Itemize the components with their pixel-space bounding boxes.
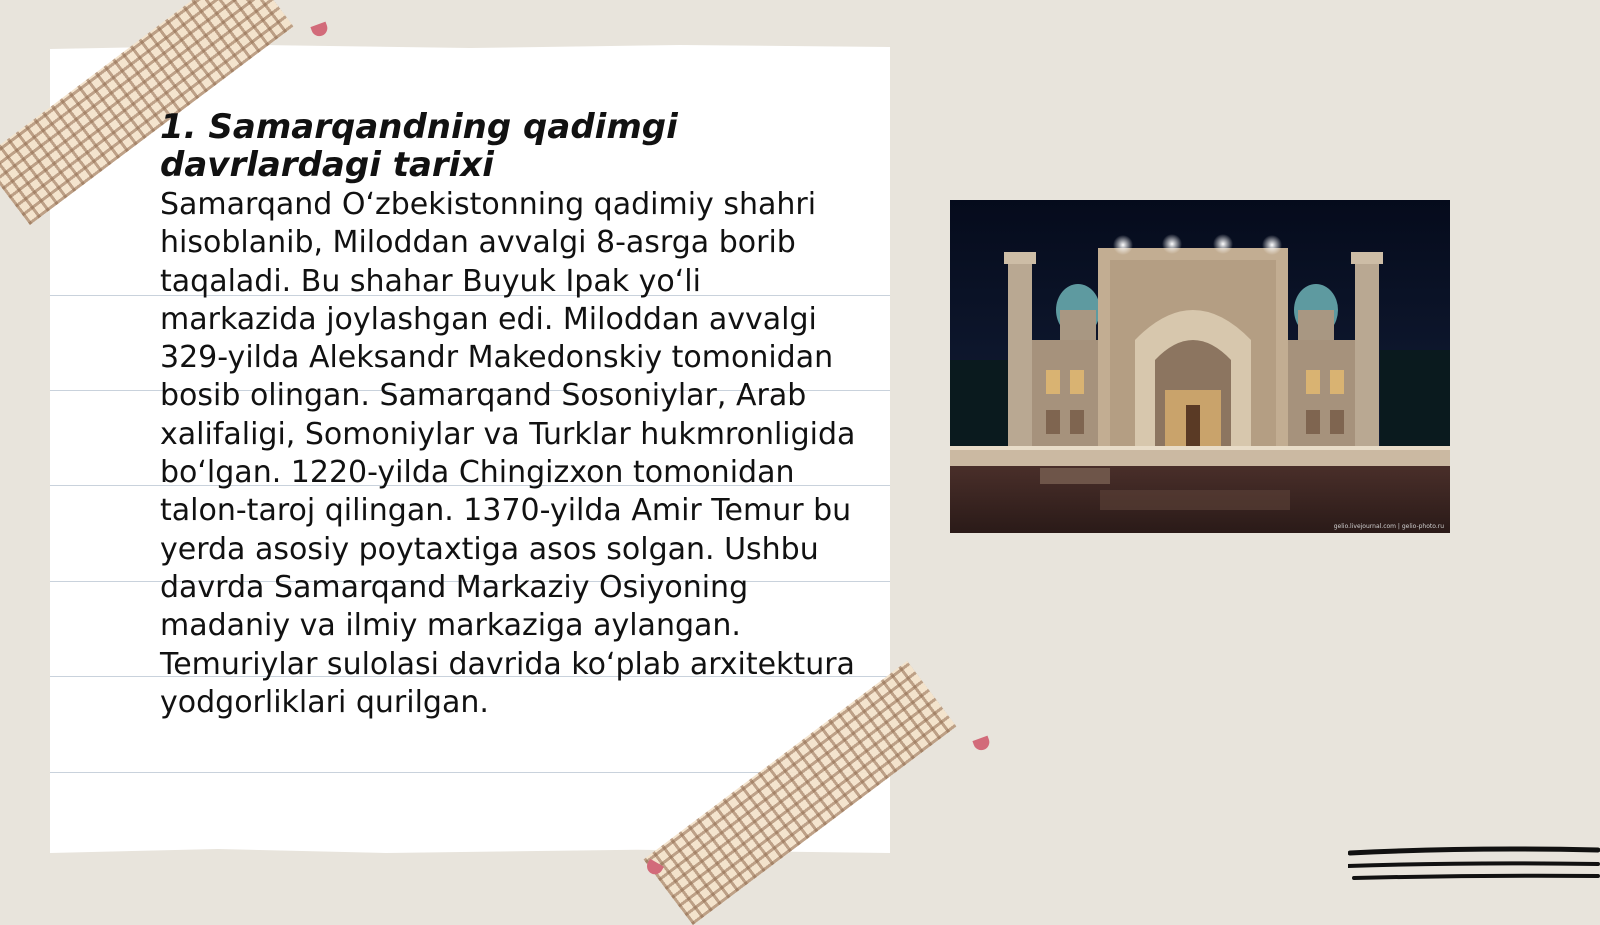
slide-title: 1. Samarqandning qadimgi davrlardagi tarixi xyxy=(160,107,678,185)
pin-icon xyxy=(972,736,991,753)
madrasa-illustration xyxy=(950,200,1450,533)
pin-icon xyxy=(310,22,329,39)
madrasa-night-photo xyxy=(950,200,1450,533)
slide-body-text: Samarqand O‘zbekistonning qadimiy shahri hisoblanib, Miloddan avvalgi 8-asrga borib taqaladi. Bu shahar Buyuk Ipak yo‘li markazida joylashgan edi. Miloddan avvalgi 329-yilda Aleksandr Makedonskiy tomonidan bosib olingan. Samarqand Sosoniylar, Arab xalifaligi, Somoniylar va Turklar hukmronligida bo‘lgan. 1220-yilda Chingizxon tomonidan talon-taroj qilingan. 1370-yilda Amir Temur bu yerda asosiy poytaxtiga asos solgan. Ushbu davrda Samarqand Markaziy Osiyoning madaniy va ilmiy markaziga aylangan. Temuriylar sulolasi davrida ko‘plab arxitektura yodgorliklari qurilgan. xyxy=(160,187,856,720)
photo-credit: gelio.livejournal.com | gelio-photo.ru xyxy=(1333,523,1444,530)
decorative-brush-strokes xyxy=(1348,845,1600,890)
